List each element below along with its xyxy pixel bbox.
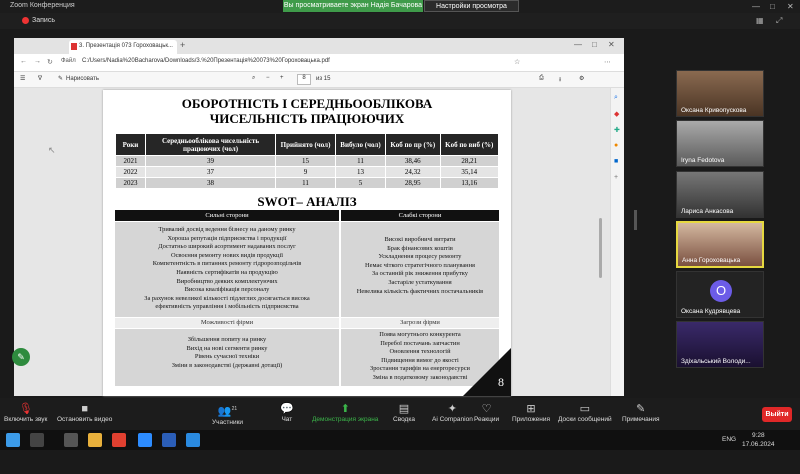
clock-time: 9:28 xyxy=(751,432,765,439)
share-screen-button[interactable] xyxy=(312,402,378,423)
swot-strength-item: Висока кваліфікація персоналу xyxy=(184,286,270,294)
summary-label: Сводка xyxy=(393,416,415,423)
recording-label: Запись xyxy=(32,17,55,24)
threats-header: Загрози фірми xyxy=(341,318,499,328)
edge-sidebar xyxy=(610,88,624,396)
swot-threat-item: Підвищення вимог до якості xyxy=(381,356,459,364)
search-icon[interactable] xyxy=(30,433,44,447)
new-tab-icon[interactable]: + xyxy=(180,40,186,50)
swot-weakness-item: Брак фінансових коштів xyxy=(387,244,453,252)
reactions-button[interactable] xyxy=(474,402,499,423)
swot-weakness-item: Високі виробничі витрати xyxy=(384,236,456,243)
close-icon[interactable]: ✕ xyxy=(787,2,794,11)
language-indicator[interactable]: ENG xyxy=(722,436,737,443)
maximize-icon[interactable]: □ xyxy=(592,40,597,49)
favorite-icon[interactable]: ☆ xyxy=(514,59,521,66)
swot-threat-item: Перебої постачань запчастин xyxy=(380,339,460,347)
minimize-icon[interactable]: — xyxy=(574,40,582,49)
maximize-icon[interactable]: □ xyxy=(770,2,775,11)
participant-tile[interactable] xyxy=(676,271,764,318)
draw-label[interactable]: Нарисовать xyxy=(66,76,99,82)
table-cell: 2021 xyxy=(116,156,146,167)
table-cell: 28,21 xyxy=(440,156,498,167)
table-row xyxy=(116,167,499,178)
table-header: Роки xyxy=(116,134,146,156)
swot-strength-item: Компетентність в питаннях ремонту гідророзподільчів xyxy=(152,260,302,268)
slide-page-number xyxy=(463,348,511,396)
menu-icon[interactable]: ⋯ xyxy=(604,59,611,66)
table-cell: 35,14 xyxy=(440,167,498,178)
record-icon xyxy=(22,17,29,24)
share-banner: Вы просматриваете экран Надія Бачарова xyxy=(283,0,423,12)
back-icon[interactable]: ← xyxy=(20,58,27,65)
video-label: Остановить видео xyxy=(57,416,113,423)
camera-icon: ■ xyxy=(81,403,89,415)
ai-icon: ✦ xyxy=(447,403,458,415)
weaknesses-header: Слабкі сторони xyxy=(341,210,499,221)
participant-name: Лариса Анкасова xyxy=(681,208,734,215)
table-cell: 13,16 xyxy=(440,178,498,189)
participants-count: 21 xyxy=(231,406,238,412)
layout-icon[interactable]: ▦ xyxy=(756,16,764,25)
mouse-cursor-icon: ↖ xyxy=(48,145,56,155)
tools-icon[interactable]: ✚ xyxy=(614,127,620,134)
gallery-splitter[interactable] xyxy=(634,210,637,230)
highlight-icon[interactable]: ∇ xyxy=(38,76,43,82)
swot-strength-item: Освоєння ремонту нових видів продукції xyxy=(170,251,283,259)
participant-tile[interactable] xyxy=(676,120,764,167)
edge-icon[interactable] xyxy=(186,433,200,447)
notes-button[interactable] xyxy=(622,402,660,423)
file-explorer-icon[interactable] xyxy=(88,433,102,447)
turnover-table xyxy=(115,133,499,189)
participant-name: Здіхальський Володи... xyxy=(681,358,751,365)
task-view-icon[interactable] xyxy=(64,433,78,447)
table-cell: 11 xyxy=(336,156,386,167)
share-screen-icon: ⬆ xyxy=(340,403,350,415)
fullscreen-icon[interactable]: ⤢ xyxy=(776,16,783,25)
participant-name: Оксана Кривопускова xyxy=(681,107,747,114)
table-cell: 11 xyxy=(276,178,336,189)
participant-tile[interactable] xyxy=(676,171,764,218)
table-cell: 2022 xyxy=(116,167,146,178)
swot-threat-item: Зміна в податковому законодавстві xyxy=(372,373,468,381)
games-icon[interactable]: ● xyxy=(614,142,619,149)
slide-title-line1: ОБОРОТНІСТЬ І СЕРЕДНЬООБЛІКОВА xyxy=(181,96,433,111)
table-header: Kоб по виб (%) xyxy=(440,134,498,156)
whiteboard-icon: ▭ xyxy=(579,403,591,415)
summary-icon: ▤ xyxy=(398,403,410,415)
chat-icon: 💬 xyxy=(280,403,294,415)
recording-bar xyxy=(0,13,800,29)
table-cell: 37 xyxy=(146,167,276,178)
table-row xyxy=(116,178,499,189)
table-cell: 15 xyxy=(276,156,336,167)
swot-strength-item: Наявність сертифікатів на продукцію xyxy=(176,268,278,276)
annotate-button[interactable]: ✎ xyxy=(12,348,30,366)
video-button[interactable] xyxy=(57,402,112,423)
forward-icon[interactable]: → xyxy=(34,58,41,65)
swot-strength-item: ефективність управління і мобільність підприємства xyxy=(155,303,299,311)
tab-pdf[interactable] xyxy=(69,40,177,54)
outlook-icon[interactable]: ■ xyxy=(614,158,619,165)
swot-strength-item: Достатньо широкий асортимент надаваних послуг xyxy=(158,243,296,251)
windows-taskbar xyxy=(0,430,800,450)
avatar: О xyxy=(710,280,732,302)
participant-name: Iryna Fedotova xyxy=(681,157,725,164)
ai-companion-button[interactable] xyxy=(432,402,473,423)
zoom-out-icon[interactable]: − xyxy=(266,75,270,81)
search-icon[interactable]: ⌕ xyxy=(252,75,256,81)
start-icon[interactable] xyxy=(6,433,20,447)
slide-title-line2: ЧИСЕЛЬНІСТЬ ПРАЦЮЮЧИХ xyxy=(209,111,405,126)
window-title: Zoom Конференция xyxy=(10,2,75,9)
participants-gallery xyxy=(676,70,764,394)
swot-strength-item: За рахунок невеликої кількості підлеглих досягається висока xyxy=(144,294,310,302)
swot-weakness-item: Невелика кількість фактичних постачальників xyxy=(356,287,484,295)
swot-threat-item: Поява могутнього конкурента xyxy=(379,331,461,338)
swot-weakness-item: Застаріле устаткування xyxy=(388,278,452,286)
minimize-icon[interactable]: — xyxy=(752,2,760,11)
system-clock[interactable] xyxy=(742,431,775,449)
contents-icon[interactable]: ☰ xyxy=(20,76,26,82)
clock-date: 17.06.2024 xyxy=(742,441,775,448)
search-icon[interactable]: ⌕ xyxy=(614,94,618,101)
apps-button[interactable] xyxy=(512,402,550,423)
swot-strength-item: Тривалий досвід ведення бізнесу на даному ринку xyxy=(158,226,296,233)
participants-button[interactable] xyxy=(212,402,243,426)
scrollbar-thumb[interactable] xyxy=(599,218,602,278)
weaknesses-list xyxy=(341,222,499,317)
slide-page xyxy=(103,90,511,396)
apps-icon: ⊞ xyxy=(526,403,536,415)
table-header: Прийнято (чол) xyxy=(276,134,336,156)
tab-title: 3. Презентація 073 Гороховацьк... xyxy=(79,43,173,49)
page-total: из 15 xyxy=(316,76,331,82)
strengths-list xyxy=(115,222,339,317)
table-cell: 24,32 xyxy=(385,167,440,178)
opportunities-list xyxy=(115,329,339,386)
chrome-icon[interactable] xyxy=(112,433,126,447)
chat-label: Чат xyxy=(281,416,293,423)
shopping-icon[interactable]: ◆ xyxy=(614,111,620,118)
swot-weakness-item: За останній рік зниження прибутку xyxy=(372,270,468,278)
swot-title: SWOT– АНАЛІЗ xyxy=(257,194,357,209)
shared-browser-window xyxy=(14,38,624,396)
leave-button[interactable]: Выйти xyxy=(762,407,792,422)
whiteboards-button[interactable] xyxy=(558,402,612,423)
mute-label: Включить звук xyxy=(4,416,48,423)
draw-icon[interactable]: ✎ xyxy=(58,76,64,82)
participants-icon: 👥$^{21}$ xyxy=(217,405,238,418)
microphone-muted-icon: 🎙 xyxy=(18,403,33,415)
mute-button[interactable] xyxy=(4,402,47,423)
pdf-icon xyxy=(71,43,77,50)
opportunities-header: Можливості фірми xyxy=(115,318,339,328)
page-number-input[interactable]: 8 xyxy=(297,74,311,85)
swot-weakness-item: Ускладнення процесу ремонту xyxy=(378,253,462,261)
word-icon[interactable] xyxy=(162,433,176,447)
notes-label: Примечания xyxy=(622,416,660,423)
ai-label: Ai Companion xyxy=(432,416,473,423)
table-cell: 39 xyxy=(146,156,276,167)
save-icon[interactable]: ⭳ xyxy=(559,77,562,83)
table-header: Середньооблікова чисельність працюючих (чол) xyxy=(146,134,276,156)
swot-threat-item: Оновлення технологій xyxy=(389,348,451,356)
swot-threat-item: Зростання тарифів на енергоресурси xyxy=(370,365,470,373)
print-icon[interactable]: ⎙ xyxy=(539,75,544,81)
strengths-header: Сильні сторони xyxy=(115,210,339,221)
pdf-viewer[interactable] xyxy=(14,88,624,396)
url-text[interactable]: C:/Users/Nadia%20Bacharova/Downloads/3.%20Презентація%20073%20Гороховацька.pdf xyxy=(82,58,330,64)
swot-strength-item: Виробництво деяких комплектуючих xyxy=(176,277,278,285)
meeting-toolbar xyxy=(0,398,800,430)
whiteboards-label: Доски сообщений xyxy=(558,416,612,423)
pdf-toolbar xyxy=(14,72,624,88)
swot-strength-item: Хороша репутація підприємства і продукції xyxy=(167,234,287,242)
view-settings-button[interactable]: Настройки просмотра xyxy=(424,0,519,12)
tab-bar xyxy=(14,38,624,54)
table-header: Вибуло (чол) xyxy=(336,134,386,156)
table-cell: 2023 xyxy=(116,178,146,189)
chat-button[interactable] xyxy=(280,402,294,423)
table-cell: 38 xyxy=(146,178,276,189)
notes-icon: ✎ xyxy=(636,403,646,415)
table-cell: 13 xyxy=(336,167,386,178)
participant-name: Анна Гороховацька xyxy=(682,257,741,264)
participant-tile[interactable] xyxy=(676,70,764,117)
participants-label: Участники xyxy=(212,418,244,426)
reactions-label: Реакции xyxy=(474,416,500,423)
zoom-app-icon[interactable] xyxy=(138,433,152,447)
participant-name: Оксана Кудрявцева xyxy=(681,308,741,315)
slide-title xyxy=(103,96,511,126)
table-cell: 38,46 xyxy=(385,156,440,167)
summary-button[interactable] xyxy=(393,402,415,423)
swot-weakness-item: Немає чіткого стратегічного планування xyxy=(365,261,475,269)
address-bar[interactable] xyxy=(14,54,624,72)
heart-icon: ♡ xyxy=(481,403,492,415)
page-number-label: 8 xyxy=(498,375,504,389)
swot-opportunity-item: Вихід на нові сегменти ринку xyxy=(186,344,268,352)
refresh-icon[interactable]: ↻ xyxy=(47,59,53,66)
active-speaker-tile[interactable] xyxy=(676,221,764,268)
table-row xyxy=(116,156,499,167)
table-cell: 5 xyxy=(336,178,386,189)
file-scheme-label: Файл xyxy=(61,58,76,64)
apps-label: Приложения xyxy=(512,416,551,423)
swot-opportunity-item: Рівень сучасної техніки xyxy=(194,353,260,361)
close-icon[interactable]: ✕ xyxy=(608,40,615,49)
add-icon[interactable]: + xyxy=(614,174,619,181)
table-header: Kоб по пр (%) xyxy=(385,134,440,156)
settings-icon[interactable]: ⚙ xyxy=(579,76,585,82)
swot-opportunity-item: Збільшення попиту на ринку xyxy=(187,336,267,343)
participant-tile[interactable] xyxy=(676,321,764,368)
zoom-in-icon[interactable]: + xyxy=(280,75,284,81)
share-label: Демонстрация экрана xyxy=(312,416,379,423)
swot-opportunity-item: Зміни в законодавстві (державні дотації) xyxy=(171,361,283,369)
table-cell: 28,95 xyxy=(385,178,440,189)
table-cell: 9 xyxy=(276,167,336,178)
